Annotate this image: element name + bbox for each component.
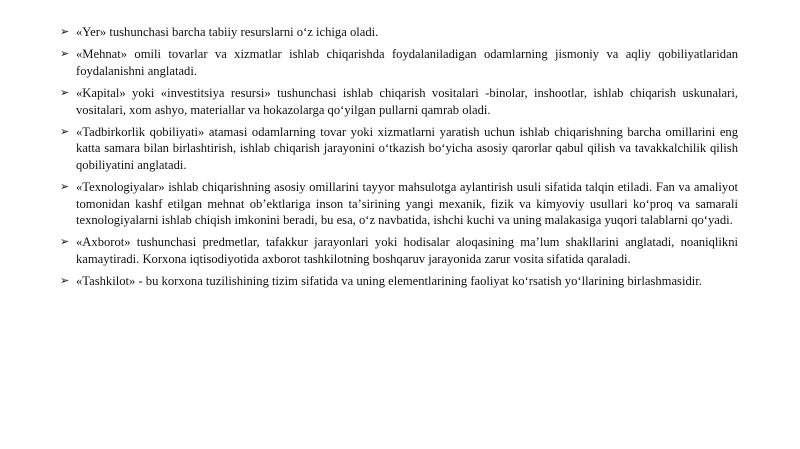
arrow-bullet-icon: ➢ [60,47,70,61]
arrow-bullet-icon: ➢ [60,274,70,288]
arrow-bullet-icon: ➢ [60,25,70,38]
arrow-bullet-icon: ➢ [60,235,70,249]
list-item-text: «Kapital» yoki «investitsiya resursi» tushunchasi ishlab chiqarish vositalari -binolar, inshootlar, ishlab chiqarish uskunalari, vositalari, xom ashyo, materiallar va hokazolarga qoʻyilgan pullarni qamrab oladi. [76,86,738,117]
list-item [60,179,738,228]
bullet-list [60,24,738,296]
list-item-text: «Axborot» tushunchasi predmetlar, tafakkur jarayonlari yoki hodisalar aloqasining maʼlum shakllarini anglatadi, noaniqlikni kamaytiradi. Korxona iqtisodiyotida axborot tashkilotning boshqaruv jarayonida zarur vosita sifatida qaraladi. [76,235,738,266]
arrow-bullet-icon: ➢ [60,86,70,100]
list-item-text: «Texnologiyalar» ishlab chiqarishning asosiy omillarini tayyor mahsulotga aylantirish usuli sifatida talqin etiladi. Fan va amaliyot tomonidan kashf etilgan mehnat obʼektlariga inson taʼsirining yangi mexanik, fizik va kimyoviy usullari koʻproq va samarali texnologiyalarni ishlab chiqish imkonini beradi, bu esa, oʻz navbatida, ishchi kuchi va uning malakasiga yuqori talablarni qoʻyadi. [76,180,738,228]
arrow-bullet-icon: ➢ [60,125,70,139]
list-item [60,124,738,173]
list-item-text: «Tadbirkorlik qobiliyati» atamasi odamlarning tovar yoki xizmatlarni yaratish uchun ishlab chiqarishning barcha omillarini eng katta samara bilan birlashtirish, ishlab chiqarish jarayonini oʻtkazish boʻyicha asosiy qarorlar qabul qilish va tavakkalchilik qilish qobiliyatini anglatadi. [76,125,738,172]
list-item [60,273,738,289]
list-item [60,234,738,267]
list-item-text: «Yer» tushunchasi barcha tabiiy resurslarni oʻz ichiga oladi. [76,25,379,39]
arrow-bullet-icon: ➢ [60,180,70,194]
list-item [60,46,738,79]
list-item [60,85,738,118]
list-item-text: «Mehnat» omili tovarlar va xizmatlar ishlab chiqarishda foydalaniladigan odamlarning jismoniy va aqliy qobiliyatlaridan foydalanishni anglatadi. [76,47,738,78]
list-item-text: «Tashkilot» - bu korxona tuzilishining tizim sifatida va uning elementlarining faoliyat koʻrsatish yoʻllarining birlashmasidir. [76,274,702,289]
list-item [60,24,738,40]
